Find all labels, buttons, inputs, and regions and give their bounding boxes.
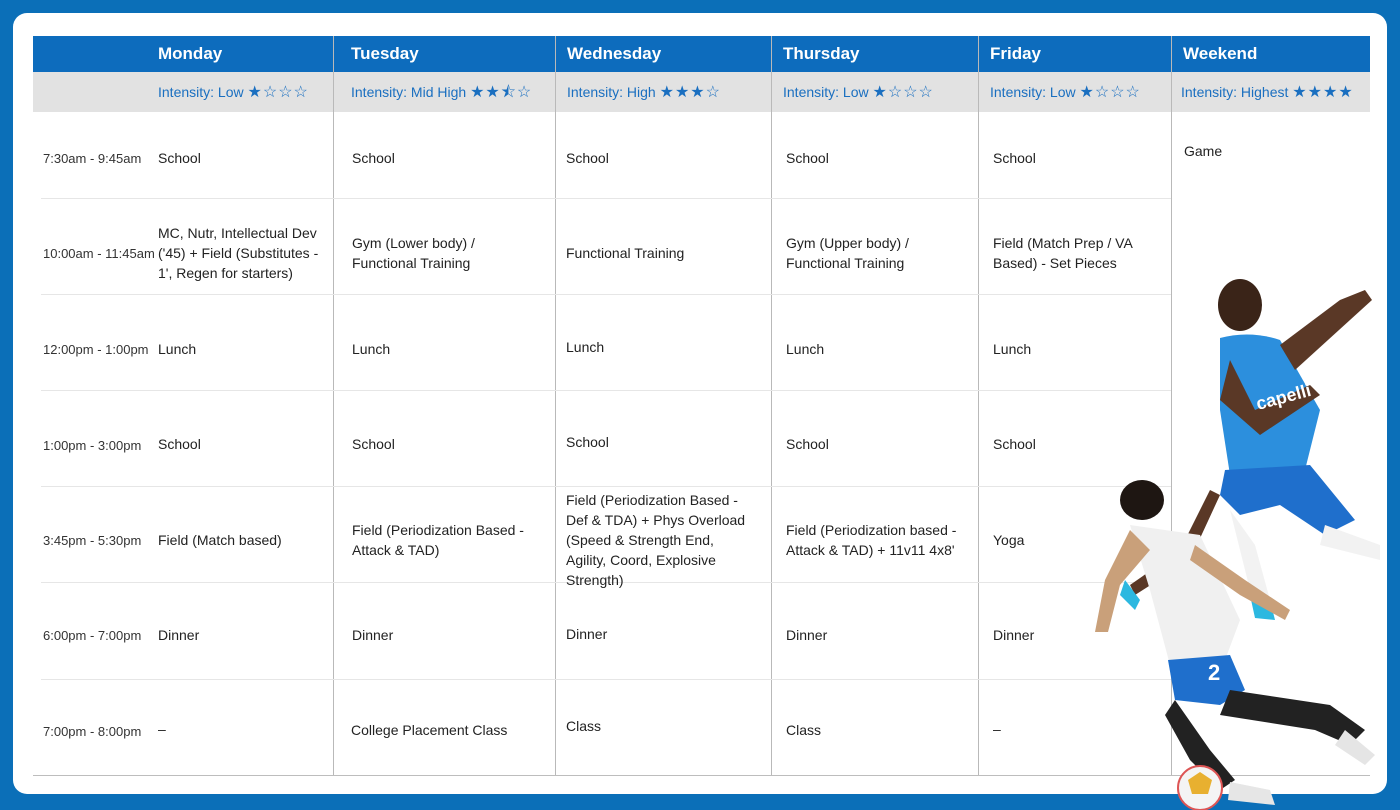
cell-wednesday: School: [566, 150, 609, 166]
cell-thursday: Gym (Upper body) / Functional Training: [786, 235, 909, 271]
time-slot: 6:00pm - 7:00pm: [43, 627, 142, 643]
cell-wednesday: School: [566, 434, 609, 450]
header-thursday: Thursday: [771, 36, 978, 72]
header-monday: Monday: [33, 36, 333, 72]
star-rating-icon: ★☆☆☆: [872, 84, 934, 101]
time-slot: 1:00pm - 3:00pm: [43, 437, 142, 453]
cell-monday: –: [158, 721, 166, 737]
cell-monday: Lunch: [158, 341, 197, 357]
cell-monday: School: [158, 150, 201, 166]
cell-wednesday: Field (Periodization Based - Def & TDA) + Phys Overload (Speed & Strength End, Agility, Coord, Explosive Strength): [566, 492, 746, 588]
header-tuesday: Tuesday: [333, 36, 555, 72]
cell-friday: Dinner: [993, 627, 1035, 643]
cell-thursday: School: [786, 150, 829, 166]
svg-text:2: 2: [1208, 660, 1221, 685]
intensity-thursday: Intensity: Low ★☆☆☆: [771, 72, 978, 112]
time-slot: 10:00am - 11:45am: [43, 245, 155, 261]
cell-tuesday: Dinner: [352, 627, 394, 643]
time-slot: 3:45pm - 5:30pm: [43, 532, 142, 548]
intensity-monday: Intensity: Low ★☆☆☆: [33, 72, 333, 112]
cell-tuesday: School: [352, 150, 395, 166]
cell-wednesday: Class: [566, 718, 602, 734]
cell-tuesday: Field (Periodization Based - Attack & TAD): [352, 522, 524, 558]
cell-monday: Field (Match based): [158, 532, 282, 548]
intensity-friday: Intensity: Low ★☆☆☆: [978, 72, 1171, 112]
cell-friday: Lunch: [993, 341, 1032, 357]
header-weekend: Weekend: [1171, 36, 1370, 72]
star-rating-icon: ★★★★: [1292, 84, 1354, 101]
time-slot: 7:30am - 9:45am: [43, 150, 142, 166]
cell-friday: Yoga: [993, 532, 1025, 548]
column-divider: [771, 36, 772, 776]
star-rating-icon: ★★★☆: [659, 84, 721, 101]
cell-thursday: Dinner: [786, 627, 828, 643]
time-slot: 12:00pm - 1:00pm: [43, 341, 149, 357]
cell-friday: School: [993, 150, 1036, 166]
cell-monday: Dinner: [158, 627, 200, 643]
cell-tuesday: Gym (Lower body) / Functional Training: [352, 235, 475, 271]
column-divider: [555, 36, 556, 776]
cell-tuesday: School: [352, 436, 395, 452]
header-wednesday: Wednesday: [555, 36, 771, 72]
star-rating-icon: ★☆☆☆: [1079, 84, 1141, 101]
cell-monday: MC, Nutr, Intellectual Dev ('45) + Field (Substitutes - 1', Regen for starters): [158, 225, 319, 281]
cell-monday: School: [158, 436, 201, 452]
soccer-players-illustration: [1080, 260, 1400, 810]
intensity-weekend: Intensity: Highest ★★★★: [1171, 72, 1370, 112]
cell-friday: Field (Match Prep / VA Based) - Set Pieces: [993, 235, 1133, 271]
cell-wednesday: Dinner: [566, 626, 608, 642]
cell-wednesday: Lunch: [566, 339, 605, 355]
cell-thursday: Class: [786, 722, 822, 738]
cell-friday: School: [993, 436, 1036, 452]
cell-thursday: School: [786, 436, 829, 452]
column-divider: [978, 36, 979, 776]
cell-tuesday: College Placement Class: [351, 722, 508, 738]
column-divider: [333, 36, 334, 776]
star-rating-icon: ★★⯪☆: [470, 84, 533, 101]
cell-thursday: Lunch: [786, 341, 825, 357]
star-rating-icon: ★☆☆☆: [247, 84, 309, 101]
header-friday: Friday: [978, 36, 1171, 72]
intensity-wednesday: Intensity: High ★★★☆: [555, 72, 771, 112]
cell-friday: –: [993, 721, 1001, 737]
time-slot: 7:00pm - 8:00pm: [43, 723, 142, 739]
intensity-tuesday: Intensity: Mid High ★★⯪☆: [333, 72, 555, 112]
cell-wednesday: Functional Training: [566, 245, 685, 261]
svg-text:capelli: capelli: [1253, 380, 1314, 414]
cell-thursday: Field (Periodization based - Attack & TAD) + 11v11 4x8': [786, 522, 957, 558]
cell-tuesday: Lunch: [352, 341, 391, 357]
weekend-game: Game: [1184, 143, 1223, 159]
